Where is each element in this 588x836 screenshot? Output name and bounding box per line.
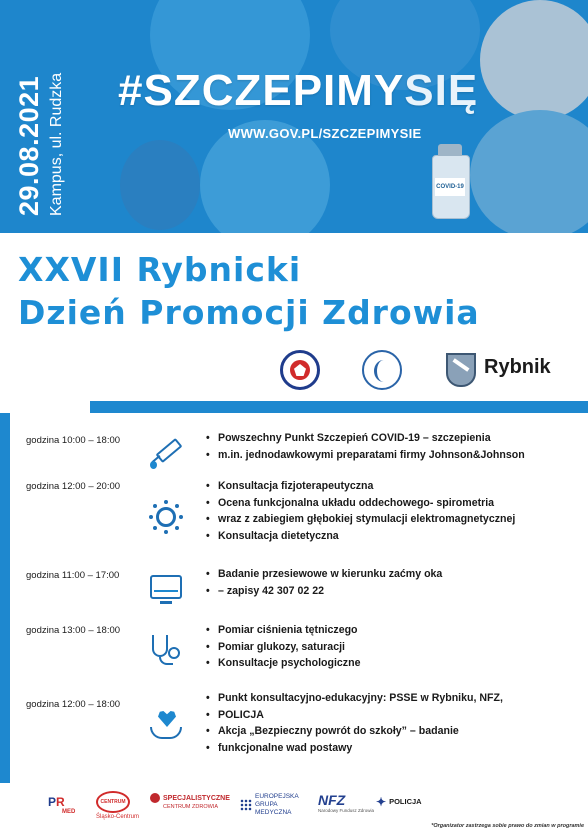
photo-collage-shape (480, 0, 588, 120)
schedule-item: • POLICJA (206, 708, 503, 723)
schedule-time: godzina 12:00 – 20:00 (26, 481, 121, 492)
stethoscope-icon (148, 633, 184, 669)
sponsor-logo-specialist-centre (150, 793, 230, 811)
schedule-panel (10, 413, 588, 783)
sponsor-text: GRUPA (255, 801, 278, 808)
sponsor-text: NFZ (318, 792, 346, 808)
schedule-items (206, 479, 515, 545)
city-name: Rybnik (484, 356, 551, 378)
hashtag-main: #SZCZEPIMY (118, 66, 405, 115)
sponsor-text: MEDYCZNA (255, 809, 292, 816)
schedule-items (206, 691, 503, 757)
dot-grid-icon (240, 799, 252, 811)
schedule-side-bar (0, 413, 10, 783)
police-star-icon: ✦ (376, 795, 387, 809)
schedule-item: • Powszechny Punkt Szczepień COVID-19 – szczepienia (206, 431, 525, 446)
sponsor-logo-nfz (318, 792, 374, 813)
sponsor-logo-promed (48, 795, 75, 815)
syringe-icon (148, 433, 184, 469)
sponsor-text: POLICJA (389, 796, 422, 806)
hero-banner (0, 0, 588, 233)
schedule-top-bar (90, 401, 588, 413)
schedule-item: • Badanie przesiewowe w kierunku zaćmy oka (206, 567, 442, 582)
schedule-item: • Ocena funkcjonalna układu oddechowego- spirometria (206, 496, 515, 511)
sponsor-text: MED (62, 809, 76, 815)
title-line-2: Dzień Promocji Zdrowia (18, 293, 480, 332)
schedule-item: • Konsultacja fizjoterapeutyczna (206, 479, 515, 494)
schedule-item: • Konsultacje psychologiczne (206, 656, 360, 671)
schedule-item: • Konsultacja dietetyczna (206, 529, 515, 544)
schedule-items (206, 567, 442, 600)
photo-collage-shape (120, 140, 200, 230)
vaccine-vial-icon (432, 155, 470, 219)
rybnik-crest-icon (446, 353, 476, 387)
schedule-items (206, 431, 525, 464)
schedule-item: • Pomiar ciśnienia tętniczego (206, 623, 360, 638)
heart-hand-icon (148, 707, 184, 743)
sponsor-text: EUROPEJSKA (255, 793, 299, 800)
emblem-logo (280, 350, 320, 390)
event-date: 29.08.2021 (14, 75, 44, 216)
campaign-website-link[interactable]: WWW.GOV.PL/SZCZEPIMYSIE (228, 126, 422, 141)
schedule-item: • wraz z zabiegiem głębokiej stymulacji elektromagnetycznej (206, 512, 515, 527)
vial-label: COVID-19 (435, 178, 465, 196)
sponsor-footer (0, 783, 588, 836)
sponsor-logo-caption: Śląsko-Centrum (96, 814, 140, 820)
sponsor-text: Narodowy Fundusz Zdrowia (318, 808, 375, 813)
sponsor-logo-heart-badge: CENTRUM (96, 791, 130, 813)
event-title (18, 248, 480, 334)
virus-icon (148, 499, 184, 535)
sponsor-text: CENTRUM ZDROWIA (163, 804, 218, 810)
schedule-item: • Akcja „Bezpieczny powrót do szkoły” – badanie (206, 724, 503, 739)
schedule-items (206, 623, 360, 673)
hashtag-end: SIĘ (404, 66, 479, 115)
title-line-1: XXVII Rybnicki (18, 250, 302, 289)
schedule-time: godzina 12:00 – 18:00 (26, 699, 121, 710)
schedule-time: godzina 13:00 – 18:00 (26, 625, 121, 636)
campaign-hashtag (118, 66, 478, 116)
monitor-icon (148, 571, 184, 607)
schedule-item: • Punkt konsultacyjno-edukacyjny: PSSE w Rybniku, NFZ, (206, 691, 503, 706)
partner-logos (280, 350, 580, 394)
sponsor-logo-police (376, 795, 422, 809)
event-date-block (14, 16, 76, 216)
foundation-logo (362, 350, 402, 390)
schedule-item: • funkcjonalne wad postawy (206, 741, 503, 756)
sponsor-text: SPECJALISTYCZNE (163, 794, 230, 802)
schedule-item: • Pomiar glukozy, saturacji (206, 640, 360, 655)
sponsor-logo-egm (240, 793, 299, 817)
photo-collage-shape (470, 110, 588, 233)
schedule-time: godzina 10:00 – 18:00 (26, 435, 121, 446)
schedule-item: • m.in. jednodawkowymi preparatami firmy Johnson&Johnson (206, 448, 525, 463)
sponsor-text: P (48, 795, 57, 809)
organizer-note: *Organizator zastrzega sobie prawo do zmian w programie (431, 823, 584, 829)
sponsor-mark-icon (150, 793, 160, 803)
sponsor-text: R (56, 795, 65, 809)
event-place: Kampus, ul. Rudzka (48, 72, 65, 216)
schedule-item: • – zapisy 42 307 02 22 (206, 584, 442, 599)
schedule-time: godzina 11:00 – 17:00 (26, 570, 120, 581)
